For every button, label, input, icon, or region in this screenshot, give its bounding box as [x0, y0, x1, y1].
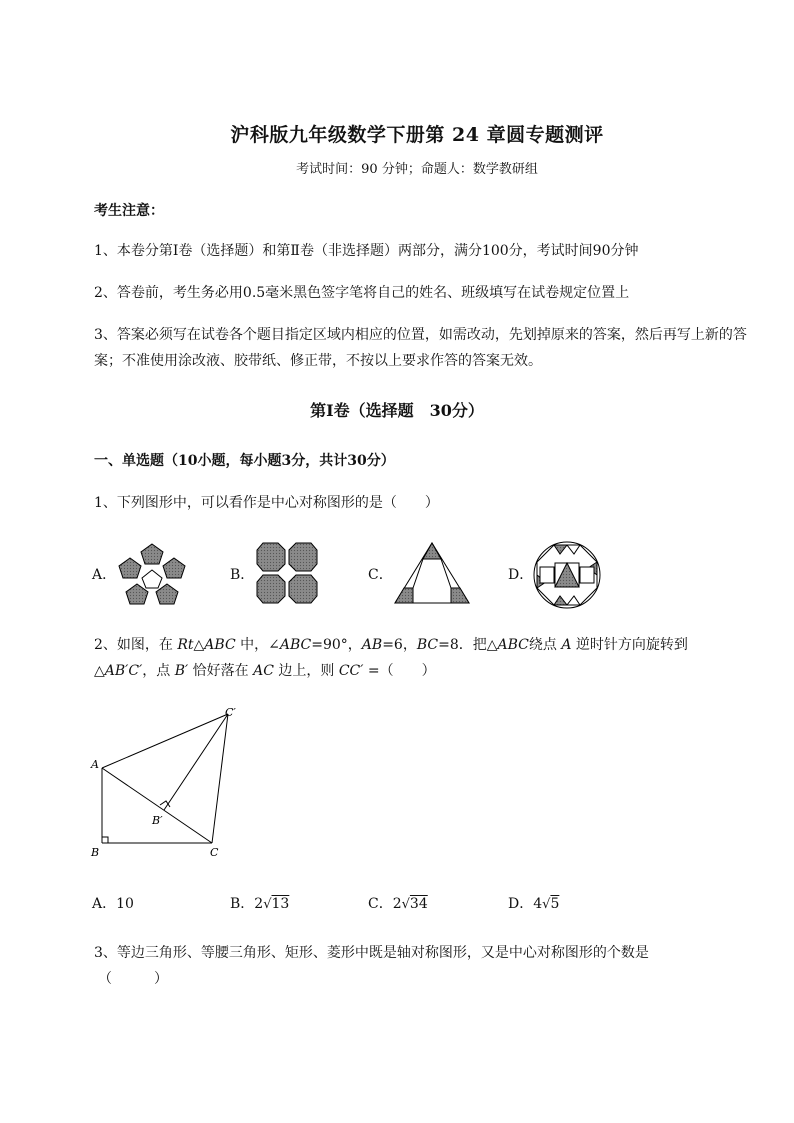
label-b-prime: B′ — [152, 814, 163, 827]
label-b: B — [91, 846, 100, 859]
part-heading: 一、单选题（10小题，每小题3分，共计30分） — [94, 453, 395, 469]
q2-option-d: D．4√5 — [508, 896, 560, 912]
section-title: 第Ⅰ卷（选择题 30分） — [310, 401, 484, 420]
notice-item-1: 1、本卷分第Ⅰ卷（选择题）和第Ⅱ卷（非选择题）两部分，满分100分，考试时间90分钟 — [94, 243, 639, 259]
question-1-stem: 1、下列图形中，可以看作是中心对称图形的是（ ） — [94, 495, 439, 511]
q1-option-d-label: D． — [508, 567, 534, 583]
q2-option-b: B．2√13 — [230, 896, 290, 912]
notice-item-2: 2、答卷前，考生务必用0.5毫米黑色签字笔将自己的姓名、班级填写在试卷规定位置上 — [94, 285, 630, 301]
q2-option-c: C．2√34 — [368, 896, 428, 912]
q2-option-a: A．10 — [92, 896, 134, 912]
segment-ac — [102, 768, 212, 843]
q1-option-c-label: C． — [368, 567, 393, 583]
q1-option-d-figure — [532, 540, 602, 610]
segment-b-prime-c-prime — [164, 714, 228, 810]
label-a: A — [91, 758, 99, 771]
page-title: 沪科版九年级数学下册第 24 章圆专题测评 — [230, 124, 604, 146]
q1-option-b-figure — [254, 540, 320, 606]
notice-item-3: 3、答案必须写在试卷各个题目指定区域内相应的位置，如需改动，先划掉原来的答案，然后再写上新的答案；不准使用涂改液、胶带纸、修正带，不按以上要求作答的答案无效。 — [94, 327, 747, 369]
q2-triangle-figure — [86, 700, 246, 865]
label-c-prime: C′ — [225, 706, 236, 719]
question-3-stem: 3、等边三角形、等腰三角形、矩形、菱形中既是轴对称图形，又是中心对称图形的个数是 （ ） — [94, 940, 764, 992]
q2-line-2: △AB′C′，点 B′ 恰好落在 AC 边上，则 CC′ =（ ） — [94, 663, 436, 679]
label-c: C — [210, 846, 219, 859]
q1-option-a-label: A． — [92, 567, 117, 583]
q1-option-a-figure — [114, 540, 190, 612]
q3-answer-blank: （ ） — [98, 971, 168, 987]
q1-option-b-label: B． — [230, 567, 255, 583]
q1-option-c-figure — [392, 540, 472, 606]
segment-ac-prime — [102, 714, 228, 768]
question-2-stem — [94, 632, 764, 684]
q2-line-1: 2、如图，在 Rt△ABC 中，∠ABC=90°，AB=6，BC=8．把△ABC绕点 A 逆时针方向旋转到 — [94, 637, 688, 653]
notice-heading: 考生注意： — [94, 203, 164, 219]
segment-cc-prime — [212, 714, 228, 843]
exam-info: 考试时间：90 分钟；命题人：数学教研组 — [296, 162, 538, 177]
